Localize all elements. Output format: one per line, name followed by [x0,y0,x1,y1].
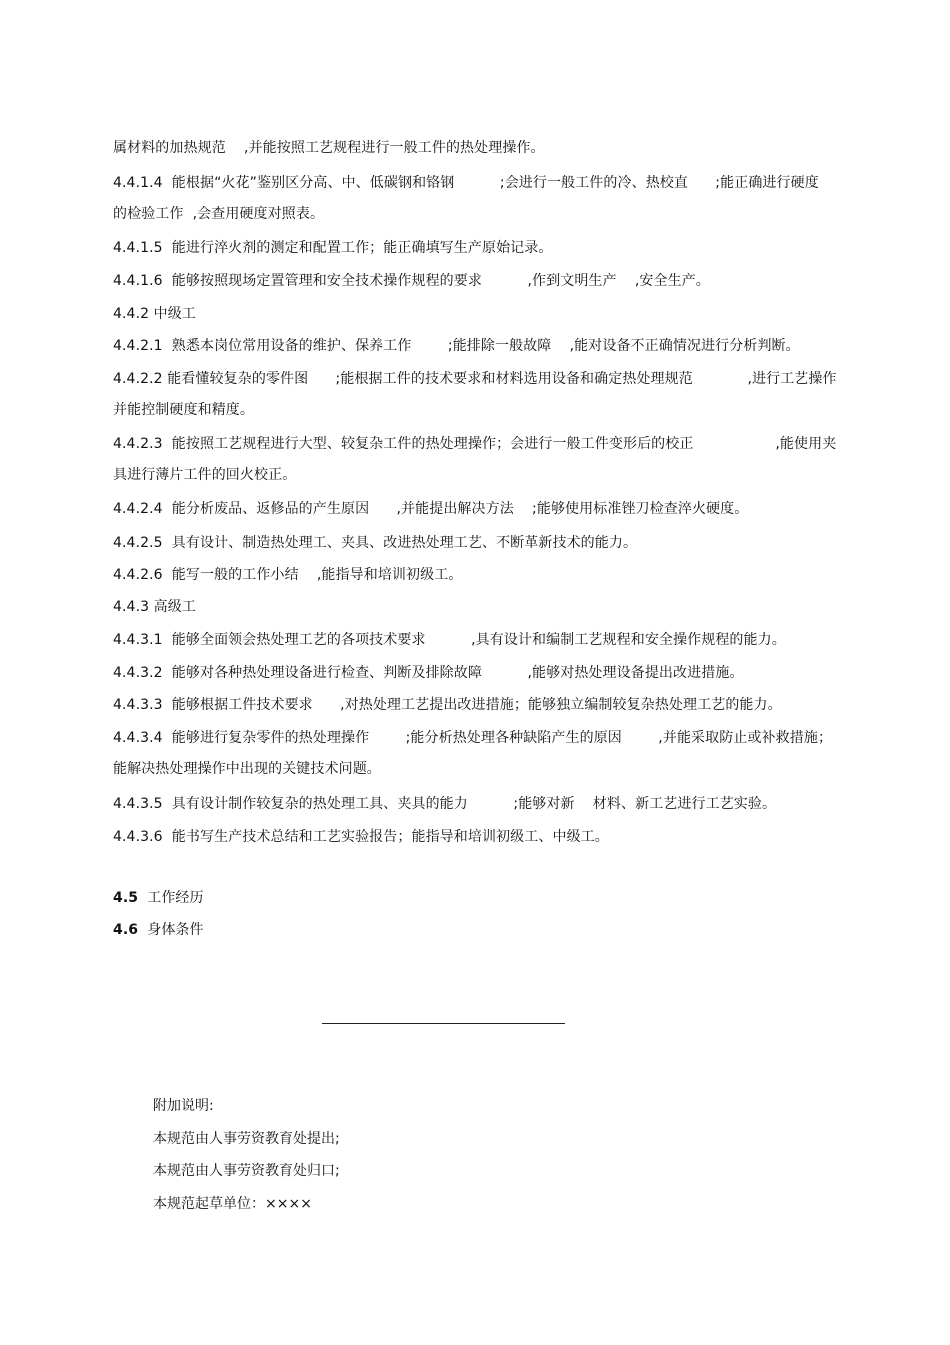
section-title: 身体条件 [147,922,204,938]
text-line: 4.4.2.6 能写一般的工作小结 ,能指导和培训初级工。 [113,567,463,583]
section-number: 4.6 [113,922,139,938]
text-line: 4.4.2.5 具有设计、制造热处理工、夹具、改进热处理工艺、不断革新技术的能力。 [113,535,638,551]
section-heading [113,921,204,939]
text-line: 4.4.2.3 能按照工艺规程进行大型、较复杂工件的热处理操作；会进行一般工件变形后的校正 ,能使用夹 [113,436,837,452]
text-line: 具进行薄片工件的回火校正。 [113,467,297,483]
text-line: 4.4.3.2 能够对各种热处理设备进行检查、判断及排除故障 ,能够对热处理设备提出改进措施。 [113,665,744,681]
text-line: 4.4.3.4 能够进行复杂零件的热处理操作 ;能分析热处理各种缺陷产生的原因 ,并能采取防止或补救措施； [113,730,833,746]
section-title: 工作经历 [147,890,204,906]
subsection-heading: 4.4.2 中级工 [113,306,196,322]
text-line: 4.4.3.5 具有设计制作较复杂的热处理工具、夹具的能力 ;能够对新 材料、新工艺进行工艺实验。 [113,796,777,812]
notes-heading: 附加说明: [153,1098,214,1114]
note-item: 本规范由人事劳资教育处提出; [153,1131,340,1147]
text-line: 4.4.2.4 能分析废品、返修品的产生原因 ,并能提出解决方法 ;能够使用标准锉刀检查淬火硬度。 [113,501,749,517]
note-item: 本规范由人事劳资教育处归口; [153,1163,340,1179]
text-line: 属材料的加热规范 ,并能按照工艺规程进行一般工件的热处理操作。 [113,140,545,156]
text-line: 4.4.3.1 能够全面领会热处理工艺的各项技术要求 ,具有设计和编制工艺规程和安全操作规程的能力。 [113,632,786,648]
text-line: 并能控制硬度和精度。 [113,402,254,418]
text-line: 4.4.2.1 熟悉本岗位常用设备的维护、保养工作 ;能排除一般故障 ,能对设备不正确情况进行分析判断。 [113,338,800,354]
text-line: 4.4.3.6 能书写生产技术总结和工艺实验报告；能指导和培训初级工、中级工。 [113,829,609,845]
text-line: 4.4.1.4 能根据“火花”鉴别区分高、中、低碳钢和铬钢 ;会进行一般工件的冷、热校直 ;能正确进行硬度 [113,175,819,191]
end-rule [322,1023,565,1024]
note-item: 本规范起草单位：×××× [153,1196,312,1212]
section-number: 4.5 [113,890,139,906]
text-line: 能解决热处理操作中出现的关键技术问题。 [113,761,381,777]
text-line: 的检验工作 ,会查用硬度对照表。 [113,206,325,222]
text-line: 4.4.3.3 能够根据工件技术要求 ,对热处理工艺提出改进措施；能够独立编制较复杂热处理工艺的能力。 [113,697,782,713]
text-line: 4.4.1.5 能进行淬火剂的测定和配置工作；能正确填写生产原始记录。 [113,240,553,256]
section-heading [113,889,204,907]
text-line: 4.4.2.2 能看懂较复杂的零件图 ;能根据工件的技术要求和材料选用设备和确定热处理规范 ,进行工艺操作 [113,371,837,387]
subsection-heading: 4.4.3 高级工 [113,599,196,615]
text-line: 4.4.1.6 能够按照现场定置管理和安全技术操作规程的要求 ,作到文明生产 ,安全生产。 [113,273,710,289]
